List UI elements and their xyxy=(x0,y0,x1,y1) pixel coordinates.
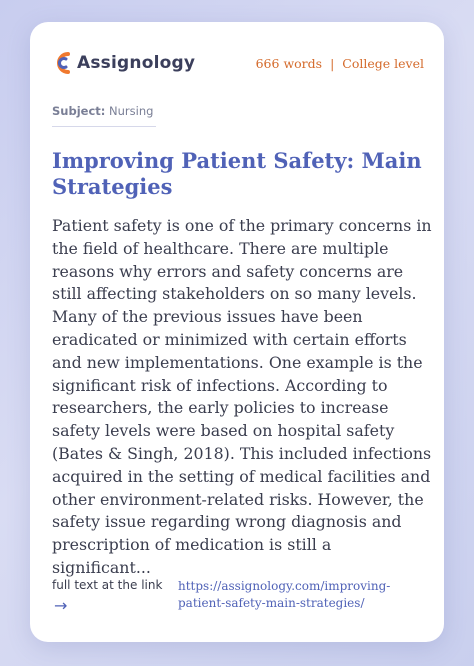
essay-card xyxy=(30,22,444,642)
card-header xyxy=(52,48,424,78)
arrow-right-icon[interactable]: → xyxy=(54,596,68,615)
logo-text: Assignology xyxy=(77,53,196,73)
assignology-logo-icon xyxy=(52,50,74,76)
logo[interactable] xyxy=(52,50,195,76)
full-text-link[interactable]: https://assignology.com/improving-patient-safety-main-strategies/ xyxy=(178,579,391,610)
subject-line xyxy=(52,104,156,127)
full-text-label: full text at the link xyxy=(52,578,163,592)
meta-separator: | xyxy=(330,55,335,71)
essay-excerpt: Patient safety is one of the primary concerns in the field of healthcare. There are multiple reasons why errors and safety concerns are still affecting stakeholders on so many levels. Many of the previous issues have been eradicated or minimized with certain efforts and new implementations. One example is the significant risk of infections. According to researchers, the early policies to increase safety levels were based on hospital safety (Bates & Singh, 2018). This included infections acquired in the setting of medical facilities and other environment-related risks. However, the safety issue regarding wrong diagnosis and prescription of medication is still a significant... xyxy=(52,216,432,577)
subject-label: Subject: xyxy=(52,104,106,118)
subject-value: Nursing xyxy=(109,104,154,118)
word-count: 666 words xyxy=(255,55,323,71)
page-title: Improving Patient Safety: Main Strategies xyxy=(52,148,422,199)
academic-level: College level xyxy=(342,55,424,71)
essay-meta xyxy=(256,56,424,71)
